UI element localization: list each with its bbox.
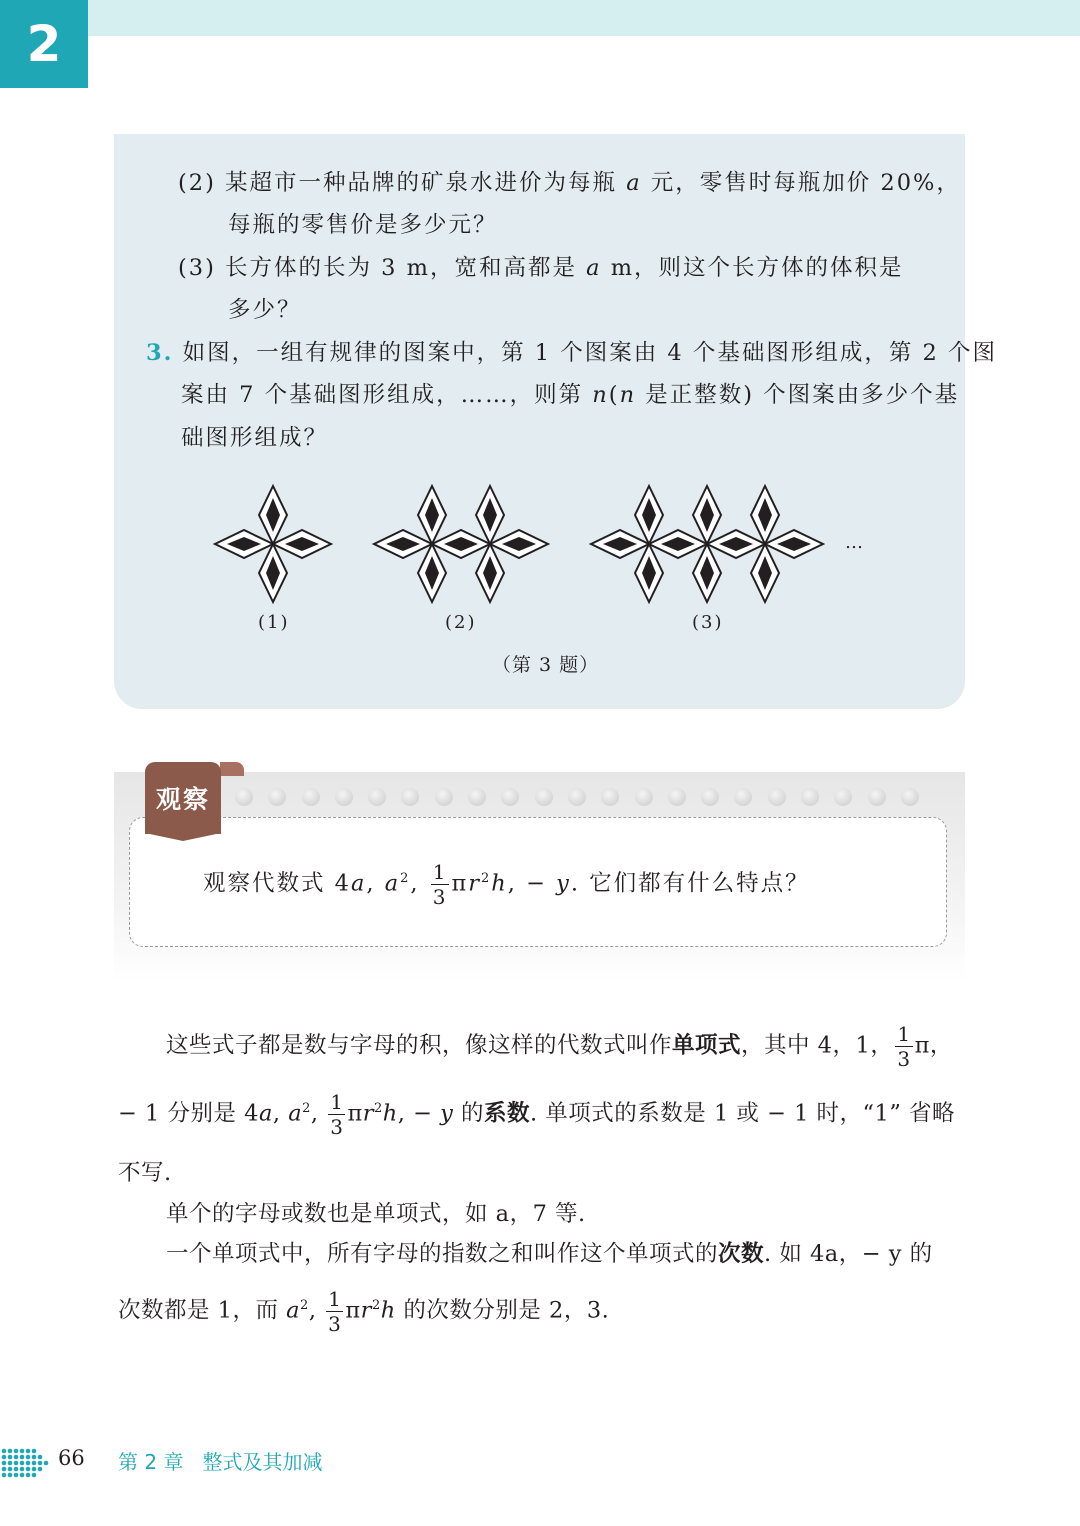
exercise-item-2-line-1: (2) 某超市一种品牌的矿泉水进价为每瓶 a 元，零售时每瓶加价 20%，	[178, 170, 961, 196]
question-3-line-1: 3. 如图，一组有规律的图案中，第 1 个图案由 4 个基础图形组成，第 2 个图	[146, 340, 998, 366]
figure-caption: （第 3 题）	[492, 654, 600, 676]
figure-label-1: (1)	[258, 612, 290, 633]
chapter-title: 第 2 章 整式及其加减	[118, 1450, 323, 1474]
binder-dots	[235, 788, 919, 806]
observe-tag-fold	[220, 762, 244, 776]
figure-label-2: (2)	[445, 612, 477, 633]
question-3-line-3: 础图形组成？	[181, 425, 329, 451]
body-paragraph-1-line-1: 这些式子都是数与字母的积，像这样的代数式叫作单项式，其中 4，1， $\frac{1}{3}$ π，	[166, 1022, 953, 1071]
body-paragraph-1-line-2: − 1 分别是 4a, $a^2$, $\frac{1}{3}$ $\pi r^2h$, − y 的系数. 单项式的系数是 1 或 − 1 时，“1” 省略	[118, 1090, 956, 1139]
question-3-number: 3.	[146, 340, 174, 366]
pattern-1	[215, 486, 331, 602]
body-paragraph-3-line-2: 次数都是 1，而 $a^2$, $\frac{1}{3}$ $\pi r^2h$ 的次数分别是 2，3.	[118, 1287, 610, 1336]
page-number: 66	[58, 1446, 85, 1470]
pattern-2	[374, 486, 548, 602]
body-paragraph-1-line-3: 不写.	[118, 1160, 172, 1186]
question-3-line-2: 案由 7 个基础图形组成，……，则第 n(n 是正整数) 个图案由多少个基	[181, 382, 960, 408]
footer-dot-grid-icon	[0, 1443, 52, 1479]
exercise-item-2-line-2: 每瓶的零售价是多少元？	[228, 212, 498, 238]
chapter-number-tab: 2	[0, 0, 88, 88]
body-paragraph-2: 单个的字母或数也是单项式，如 a，7 等.	[166, 1201, 586, 1227]
observe-question: 观察代数式 4a, $a^2$, $\frac{1}{3}$ $\pi r^2h$, − y. 它们都有什么特点？	[203, 860, 810, 909]
exercise-item-3-line-2: 多少？	[228, 297, 302, 323]
pattern-3	[591, 486, 823, 602]
observe-tag-tail	[145, 833, 221, 841]
fraction-one-third: $\frac{1}{3}$	[432, 860, 448, 909]
figure-label-3: (3)	[692, 612, 724, 633]
pattern-ellipsis: …	[845, 532, 865, 553]
observe-tag: 观察	[145, 762, 221, 834]
body-paragraph-3-line-1: 一个单项式中，所有字母的指数之和叫作这个单项式的次数. 如 4a，− y 的	[166, 1241, 933, 1267]
exercise-item-3-line-1: (3) 长方体的长为 3 m，宽和高都是 a m，则这个长方体的体积是	[178, 255, 904, 281]
